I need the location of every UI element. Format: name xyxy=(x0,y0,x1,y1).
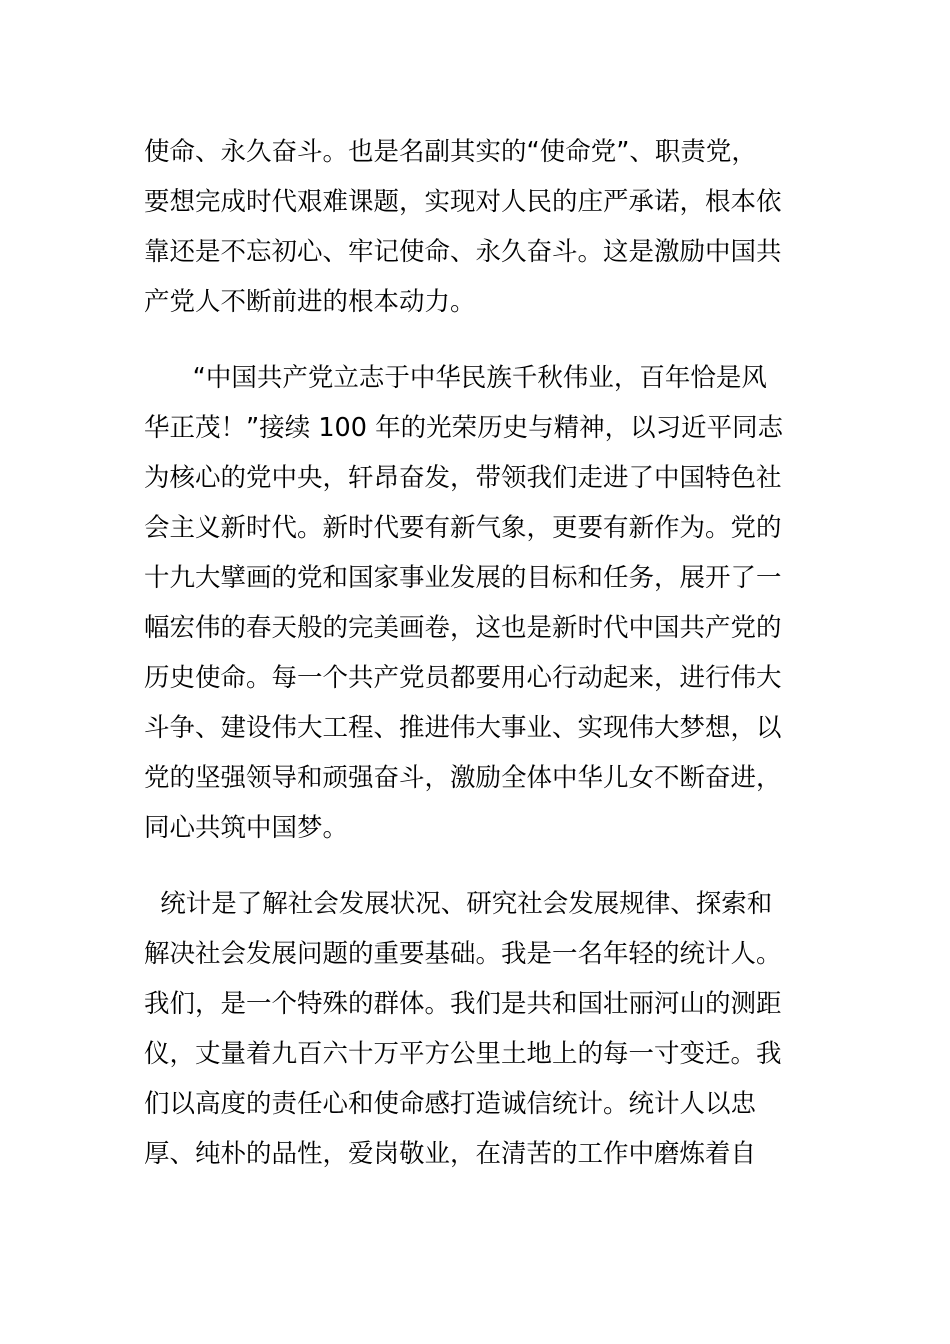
text-line: 华正茂！”接续 100 年的光荣历史与精神，以习近平同志 xyxy=(144,413,784,443)
text-line: 斗争、建设伟大工程、推进伟大事业、实现伟大梦想，以 xyxy=(144,713,782,743)
text-line: 会主义新时代。新时代要有新气象，更要有新作为。党的 xyxy=(144,513,782,543)
text-line: “中国共产党立志于中华民族千秋伟业，百年恰是风 xyxy=(144,363,767,393)
text-line: 使命、永久奋斗。也是名副其实的“使命党”、职责党， xyxy=(144,137,757,167)
paragraph-gap xyxy=(144,327,824,353)
text-line: 统计是了解社会发展状况、研究社会发展规律、探索和 xyxy=(144,889,773,919)
document-body xyxy=(144,127,824,1179)
paragraph-3 xyxy=(144,879,824,1179)
text-line: 仪，丈量着九百六十万平方公里土地上的每一寸变迁。我 xyxy=(144,1039,782,1069)
text-line: 厚、纯朴的品性，爱岗敬业，在清苦的工作中磨炼着自 xyxy=(144,1139,757,1169)
text-line: 十九大擘画的党和国家事业发展的目标和任务，展开了一 xyxy=(144,563,782,593)
text-line: 我们，是一个特殊的群体。我们是共和国壮丽河山的测距 xyxy=(144,989,782,1019)
text-line: 幅宏伟的春天般的完美画卷，这也是新时代中国共产党的 xyxy=(144,613,782,643)
text-line: 们以高度的责任心和使命感打造诚信统计。统计人以忠 xyxy=(144,1089,757,1119)
text-line: 为核心的党中央，轩昂奋发，带领我们走进了中国特色社 xyxy=(144,463,782,493)
text-line: 同心共筑中国梦。 xyxy=(144,813,349,843)
text-line: 靠还是不忘初心、牢记使命、永久奋斗。这是激励中国共 xyxy=(144,237,782,267)
paragraph-2 xyxy=(144,353,824,853)
paragraph-1 xyxy=(144,127,824,327)
text-line: 产党人不断前进的根本动力。 xyxy=(144,287,476,317)
text-line: 要想完成时代艰难课题，实现对人民的庄严承诺，根本依 xyxy=(144,187,782,217)
text-line: 解决社会发展问题的重要基础。我是一名年轻的统计人。 xyxy=(144,939,782,969)
text-line: 历史使命。每一个共产党员都要用心行动起来，进行伟大 xyxy=(144,663,782,693)
text-line: 党的坚强领导和顽强奋斗，激励全体中华儿女不断奋进， xyxy=(144,763,782,793)
paragraph-gap xyxy=(144,853,824,879)
